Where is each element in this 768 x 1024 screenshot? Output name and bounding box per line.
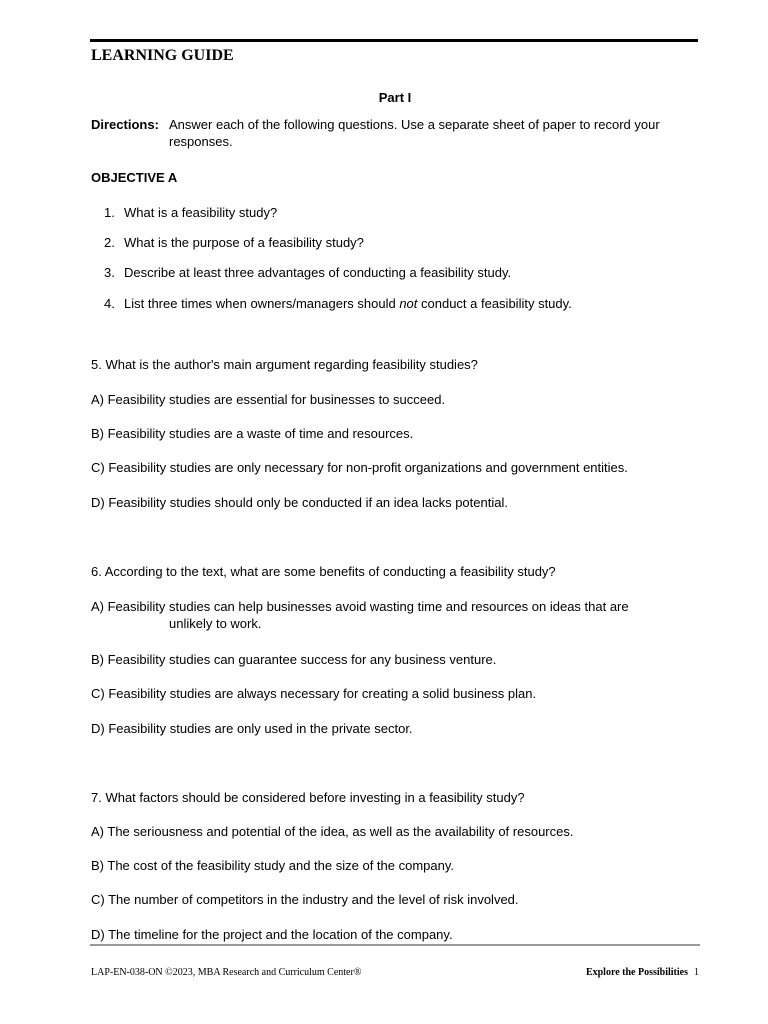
directions-text: Answer each of the following questions. Use a separate sheet of paper to record your responses. [169, 117, 660, 149]
part-title: Part I [378, 90, 412, 105]
item-text: What is the purpose of a feasibility study? [124, 235, 364, 250]
question-5: 5. What is the author's main argument regarding feasibility studies? [91, 357, 478, 372]
item-number: 1. [104, 205, 115, 220]
page-number: 1 [694, 967, 699, 978]
q6-option-d: D) Feasibility studies are only used in the private sector. [91, 721, 413, 736]
q6-option-c: C) Feasibility studies are always necessary for creating a solid business plan. [91, 686, 537, 701]
list-item [104, 264, 511, 281]
footer-right [586, 967, 699, 978]
question-7: 7. What factors should be considered before investing in a feasibility study? [91, 790, 525, 805]
q5-option-b: B) Feasibility studies are a waste of time and resources. [91, 426, 414, 441]
question-6: 6. According to the text, what are some benefits of conducting a feasibility study? [91, 564, 556, 579]
q5-option-d: D) Feasibility studies should only be conducted if an idea lacks potential. [91, 495, 508, 510]
list-item [104, 204, 277, 221]
item-text: Describe at least three advantages of conducting a feasibility study. [124, 265, 512, 280]
q7-option-a: A) The seriousness and potential of the idea, as well as the availability of resources. [91, 824, 574, 839]
q7-option-c: C) The number of competitors in the industry and the level of risk involved. [91, 892, 519, 907]
q6-option-a-line1: A) Feasibility studies can help businesses avoid wasting time and resources on ideas that are [91, 599, 629, 614]
q6-option-b: B) Feasibility studies can guarantee success for any business venture. [91, 652, 497, 667]
list-item [104, 234, 364, 251]
q5-option-c: C) Feasibility studies are only necessary for non-profit organizations and government entities. [91, 460, 628, 475]
item-text-post: conduct a feasibility study. [417, 296, 572, 311]
q6-option-a [91, 598, 671, 632]
q6-option-a-line2: unlikely to work. [169, 616, 262, 631]
item-text: What is a feasibility study? [124, 205, 278, 220]
list-item [104, 295, 572, 312]
footer-rule [90, 944, 700, 946]
q7-option-d: D) The timeline for the project and the location of the company. [91, 927, 453, 942]
top-rule [90, 39, 698, 42]
item-text-pre: List three times when owners/managers should [124, 296, 400, 311]
page-title: LEARNING GUIDE [91, 47, 234, 64]
footer-tagline: Explore the Possibilities [585, 967, 688, 978]
item-number: 2. [104, 235, 115, 250]
item-number: 3. [104, 265, 115, 280]
footer-copyright: LAP-EN-038-ON ©2023, MBA Research and Curriculum Center® [91, 967, 362, 978]
item-number: 4. [104, 296, 115, 311]
q5-option-a: A) Feasibility studies are essential for businesses to succeed. [91, 392, 446, 407]
objective-heading: OBJECTIVE A [91, 170, 178, 185]
directions-label: Directions: [91, 117, 159, 132]
q7-option-b: B) The cost of the feasibility study and the size of the company. [91, 858, 454, 873]
item-text-emphasis: not [399, 296, 418, 311]
